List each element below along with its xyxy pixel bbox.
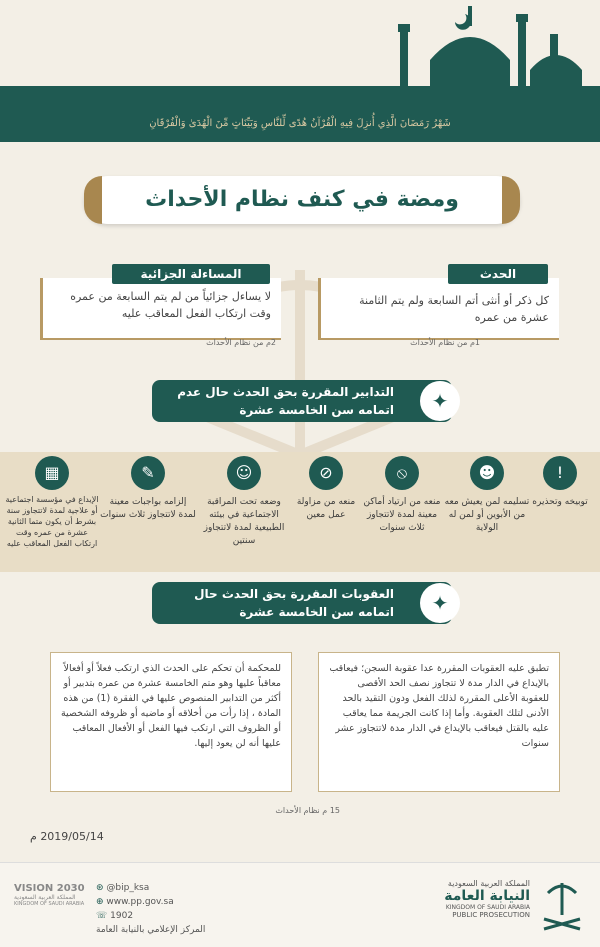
no-places-icon: ⦸ <box>385 456 419 490</box>
vision-label: VISION 2030 <box>14 883 85 894</box>
vision-2030-logo <box>14 883 88 907</box>
measure-item <box>444 456 530 535</box>
agency-ar-1: المملكة العربية السعودية <box>447 879 530 888</box>
juvenile-tag: الحدث <box>448 264 548 284</box>
penalty-right-box <box>318 652 560 792</box>
publish-date: 2019/05/14 م <box>30 830 104 843</box>
penalties-title-text: العقوبات المقررة بحق الحدث حال اتمامه سن الخامسة عشرة <box>194 587 394 619</box>
duties-icon: ✎ <box>131 456 165 490</box>
phone-number: 1902 <box>110 911 134 921</box>
measure-text: منعه من مزاولة عمل معين <box>296 497 356 520</box>
measure-item <box>360 456 444 535</box>
penalty-reference: 15 م نظام الأحداث <box>275 806 340 815</box>
page-title: ومضة في كنف نظام الأحداث <box>145 187 459 212</box>
institution-icon: ▦ <box>35 456 69 490</box>
measures-title-text: التدابير المقررة بحق الحدث حال عدم اتمامه سن الخامسة عشرة <box>177 385 394 417</box>
phone-row[interactable] <box>96 911 205 925</box>
palm-swords-emblem-icon: ✦ <box>420 381 460 421</box>
twitter-handle: @bip_ksa <box>106 883 150 893</box>
criminal-reference: 2م من نظام الأحداث <box>206 338 276 347</box>
page-title-banner <box>84 176 520 224</box>
phone-icon: ☏ <box>96 911 108 921</box>
header-skyline <box>0 0 600 86</box>
title-left-accent <box>84 176 102 224</box>
globe-icon: ⊕ <box>96 897 104 907</box>
twitter-icon: ⊛ <box>96 883 104 893</box>
measures-section-title <box>152 380 452 422</box>
penalty-right-text: تطبق عليه العقوبات المقررة عدا عقوبة السجن؛ فيعاقب بالإيداع في الدار مدة لا تتجاوز نصف الحد الأقصى للعقوبة الأعلى المقررة لذلك الفعل ودون التقيد بالحد الأدنى لتلك العقوبة. وأما إذا كانت الجريمة مما يعاقب عليه بالقتل فيعاقب بالإيداع في الدار مدة لاتتجاوز عشر سنوات <box>329 663 549 749</box>
penalties-section-title <box>152 582 452 624</box>
measure-item <box>100 456 196 522</box>
penalty-left-box <box>50 652 292 792</box>
website-link: www.pp.gov.sa <box>106 897 174 907</box>
family-icon: ☻ <box>470 456 504 490</box>
measure-item <box>292 456 360 522</box>
mosque-skyline-icon <box>0 0 600 86</box>
warning-icon: ! <box>543 456 577 490</box>
contact-list <box>96 883 205 935</box>
agency-ar-2: النيابة العامة <box>444 888 530 904</box>
criminal-accountability-tag: المساءلة الجزائية <box>112 264 270 284</box>
supervision-icon: ☺ <box>227 456 261 490</box>
measure-item <box>520 456 600 509</box>
agency-en-2: PUBLIC PROSECUTION <box>452 911 530 919</box>
measure-text: إلزامه بواجبات معينة لمدة لاتتجاوز ثلاث سنوات <box>100 497 196 520</box>
measure-text: منعه من ارتياد أماكن معينة لمدة لاتتجاوز ثلاث سنوات <box>363 497 441 533</box>
footer <box>0 862 600 947</box>
criminal-accountability-box <box>40 278 281 340</box>
measure-text: توبيخه وتحذيره <box>532 497 588 507</box>
saudi-emblem-icon <box>536 875 588 931</box>
agency-name <box>420 879 530 919</box>
juvenile-reference: 1م من نظام الأحداث <box>410 338 480 347</box>
measure-text: تسليمه لمن يعيش معه من الأبوين أو لمن له الولاية <box>444 497 530 533</box>
twitter-row[interactable] <box>96 883 205 897</box>
media-center: المركز الإعلامي بالنيابة العامة <box>96 925 206 935</box>
quran-verse: شَهْرُ رَمَضَانَ الَّذِي أُنزِلَ فِيهِ الْقُرْآنُ هُدًى لِّلنَّاسِ وَبَيِّنَاتٍ مِّنَ الْهُدَىٰ وَالْفُرْقَانِ <box>149 118 451 129</box>
juvenile-definition-box <box>318 278 559 340</box>
criminal-accountability-text: لا يساءل جزائياً من لم يتم السابعة من عمره وقت ارتكاب الفعل المعاقب عليه <box>70 290 271 320</box>
palm-swords-emblem-icon: ✦ <box>420 583 460 623</box>
measure-text: وضعه تحت المراقبة الاجتماعية في بيئته الطبيعية لمدة لاتتجاوز سنتين <box>203 497 285 546</box>
agency-en-1: KINGDOM OF SAUDI ARABIA <box>445 904 530 911</box>
measure-text: الإيداع في مؤسسة اجتماعية أو علاجية لمدة لاتتجاوز سنة بشرط أن يكون متما الثانية عشرة من عمره وقت ارتكاب الفعل المعاقب عليه <box>5 495 99 548</box>
website-row[interactable] <box>96 897 205 911</box>
penalty-left-text: للمحكمة أن تحكم على الحدث الذي ارتكب فعلاً أو أفعالاً معاقباً عليها وهو متم الخامسة عشرة من عمره بتدبير أو أكثر من التدابير المنصوص عليها في الفقرة (1) من هذه المادة ، إذا رأت من أخلاقه أو ماضيه أو ظروفه الشخصية أو الظروف التي ارتكب فيها الفعل أو الأفعال المعاقب عليها أنه لن يعود إليها. <box>60 663 281 749</box>
measure-item <box>196 456 292 548</box>
title-right-accent <box>502 176 520 224</box>
vision-en: KINGDOM OF SAUDI ARABIA <box>14 901 85 907</box>
juvenile-definition-text: كل ذكر أو أنثى أتم السابعة ولم يتم الثامنة عشرة من عمره <box>359 294 549 324</box>
vision-ar: المملكة العربية السعودية <box>14 894 76 901</box>
measure-item <box>4 456 100 549</box>
no-work-icon: ⊘ <box>309 456 343 490</box>
